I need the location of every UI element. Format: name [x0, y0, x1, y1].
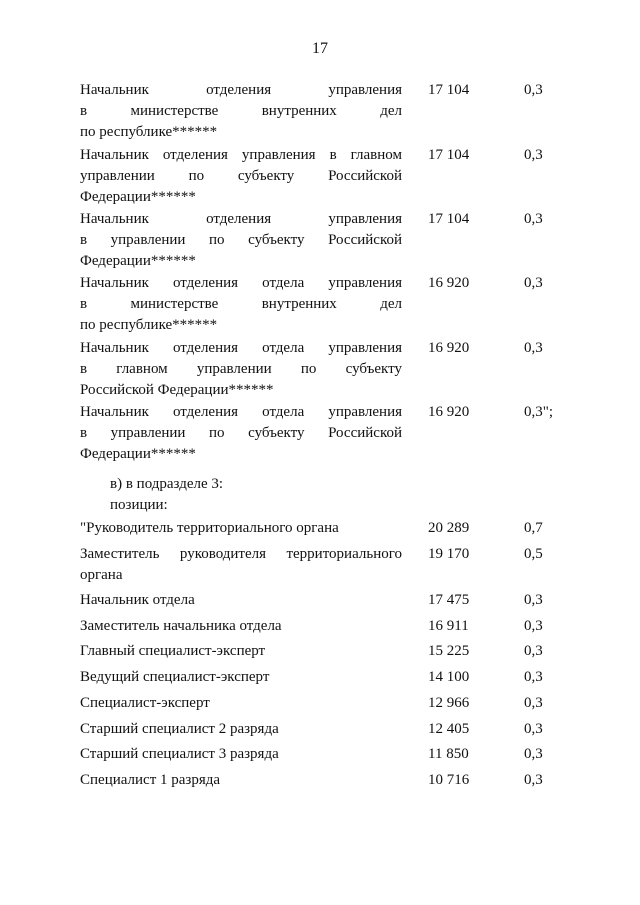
coefficient-value: 0,5 — [524, 546, 543, 562]
salary-value: 16 920 — [428, 275, 470, 291]
position-title: Начальник отделения отдела управления в управлении по субъекту Российской Федерации****** — [80, 404, 402, 462]
coefficient-value: 0,3 — [524, 643, 543, 659]
position-title: Главный специалист-эксперт — [80, 643, 266, 659]
coefficient-value: 0,3 — [524, 211, 543, 227]
salary-value: 16 920 — [428, 340, 470, 356]
salary-value: 17 104 — [428, 147, 470, 163]
coefficient-value: 0,3 — [524, 669, 543, 685]
salary-value: 19 170 — [428, 546, 470, 562]
position-title: Начальник отделения управления в главном управлении по субъекту Российской Федерации****** — [80, 147, 402, 205]
position-title: Начальник отделения управления в управлении по субъекту Российской Федерации****** — [80, 211, 402, 269]
position-title: Старший специалист 2 разряда — [80, 721, 279, 737]
salary-value: 16 920 — [428, 404, 470, 420]
salary-value: 17 475 — [428, 592, 470, 608]
coefficient-value: 0,3 — [524, 721, 543, 737]
coefficient-value: 0,3 — [524, 746, 543, 762]
coefficient-value: 0,3 — [524, 772, 543, 788]
salary-value: 12 966 — [428, 695, 470, 711]
position-title: Заместитель начальника отдела — [80, 618, 282, 634]
position-title: "Руководитель территориального органа — [80, 520, 339, 536]
position-title: Начальник отделения отдела управления в главном управлении по субъекту Российской Федерации****** — [80, 340, 402, 398]
page-number: 17 — [312, 40, 328, 57]
coefficient-value: 0,3 — [524, 82, 543, 98]
coefficient-value: 0,3 — [524, 695, 543, 711]
coefficient-value: 0,3 — [524, 340, 543, 356]
coefficient-value: 0,3 — [524, 592, 543, 608]
salary-value: 12 405 — [428, 721, 470, 737]
position-title: Начальник отделения отдела управления в министерстве внутренних дел по республике****** — [80, 275, 402, 333]
salary-value: 15 225 — [428, 643, 470, 659]
position-title: Ведущий специалист-эксперт — [80, 669, 270, 685]
coefficient-value: 0,3 — [524, 147, 543, 163]
salary-value: 14 100 — [428, 669, 470, 685]
position-title: Начальник отделения управления в министерстве внутренних дел по республике****** — [80, 82, 402, 140]
coefficient-value: 0,3 — [524, 275, 543, 291]
position-title: Начальник отдела — [80, 592, 195, 608]
salary-value: 10 716 — [428, 772, 470, 788]
coefficient-value: 0,7 — [524, 520, 543, 536]
position-title: Старший специалист 3 разряда — [80, 746, 279, 762]
salary-value: 11 850 — [428, 746, 469, 762]
subsection-heading: в) в подразделе 3: — [110, 476, 224, 492]
salary-value: 17 104 — [428, 211, 470, 227]
salary-value: 16 911 — [428, 618, 469, 634]
coefficient-value: 0,3 — [524, 618, 543, 634]
coefficient-value: 0,3"; — [524, 404, 554, 420]
salary-value: 17 104 — [428, 82, 470, 98]
position-title: Заместитель руководителя территориального органа — [80, 546, 402, 583]
position-title: Специалист-эксперт — [80, 695, 210, 711]
salary-value: 20 289 — [428, 520, 470, 536]
position-title: Специалист 1 разряда — [80, 772, 221, 788]
subsection-positions-label: позиции: — [110, 497, 168, 513]
